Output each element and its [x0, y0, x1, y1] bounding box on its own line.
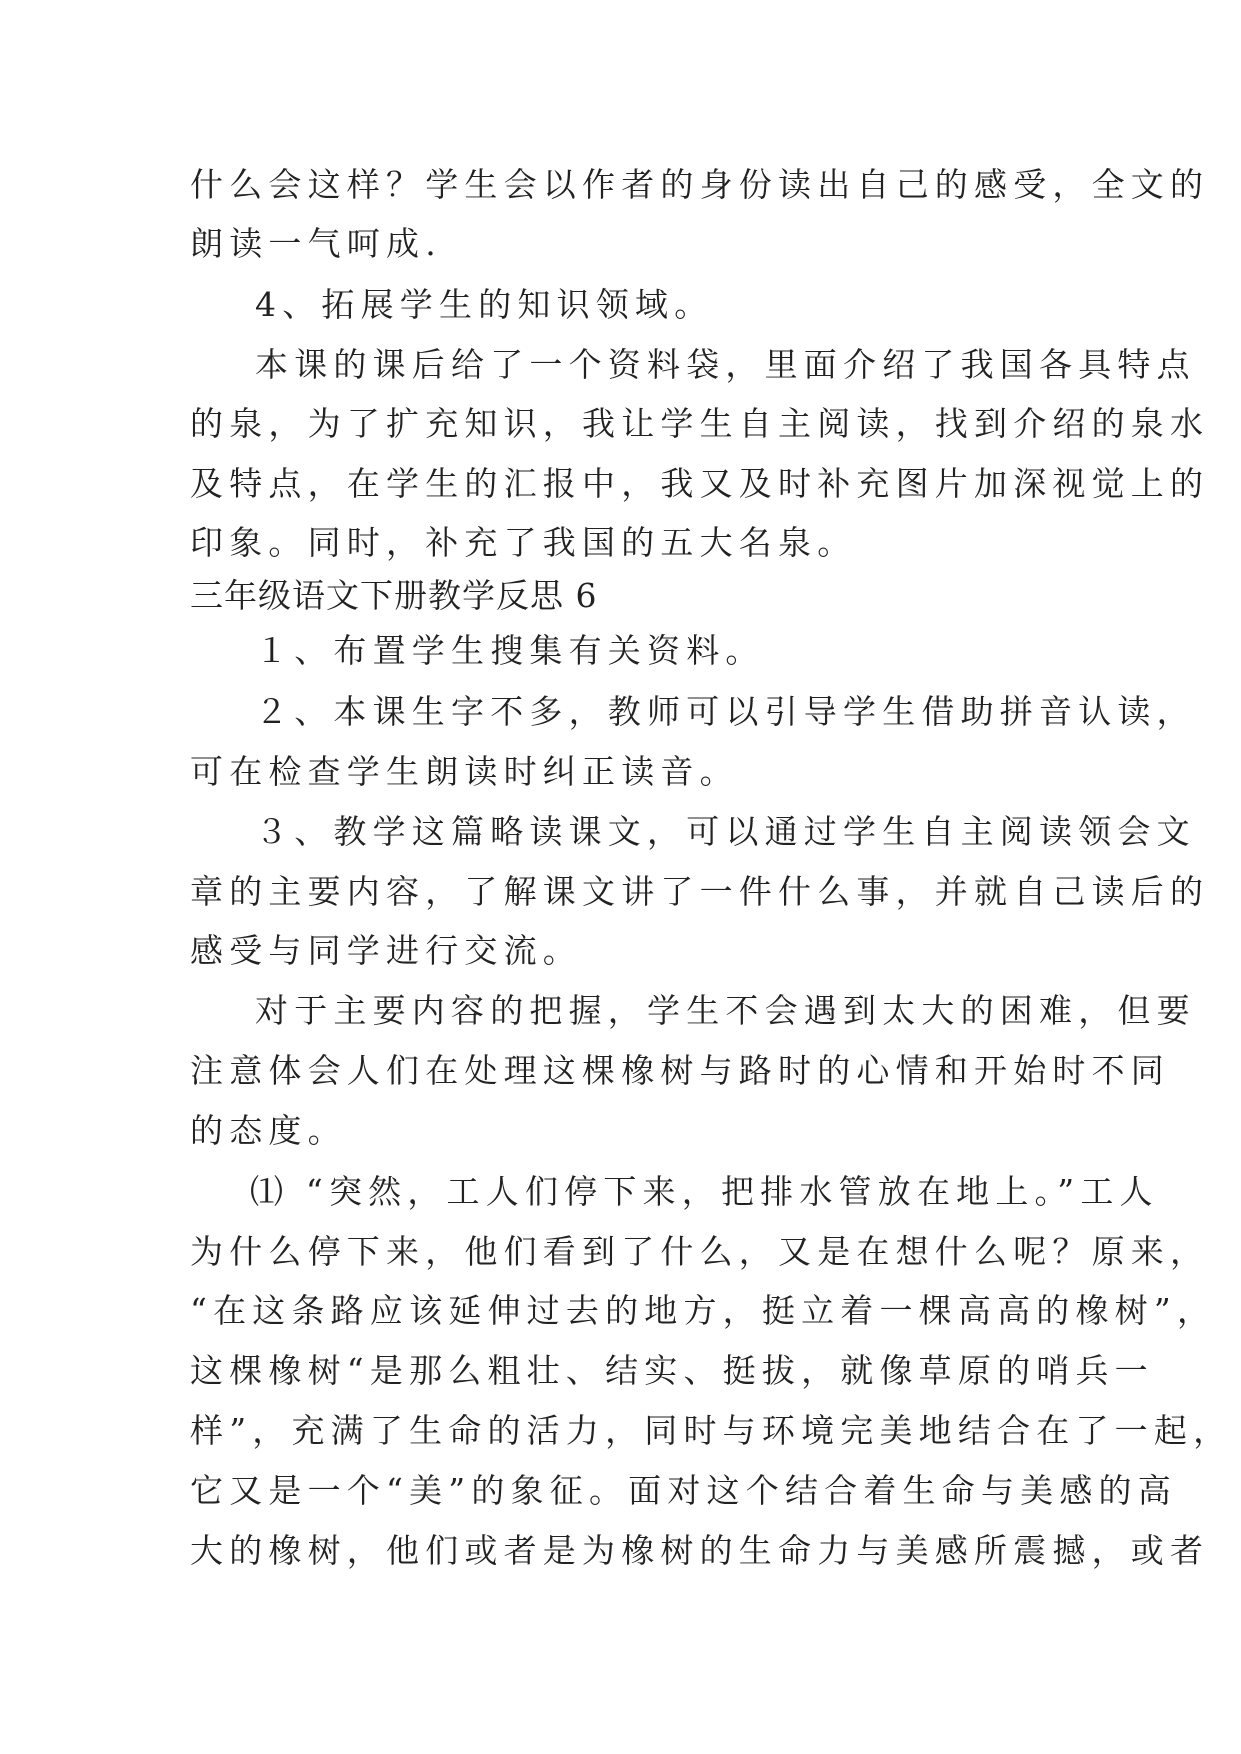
text-line: 大的橡树，他们或者是为橡树的生命力与美感所震撼，或者 — [190, 1531, 1210, 1570]
section-heading: 三年级语文下册教学反思 6 — [190, 576, 598, 615]
text-line: 这棵橡树“是那么粗壮、结实、挺拔，就像草原的哨兵一 — [190, 1351, 1154, 1390]
text-line: 样”，充满了生命的活力，同时与环境完美地结合在了一起， — [190, 1411, 1233, 1450]
text-line: 感受与同学进行交流。 — [190, 931, 582, 970]
text-line: 它又是一个“美”的象征。面对这个结合着生命与美感的高 — [190, 1471, 1177, 1510]
text-line: 为什么停下来，他们看到了什么，又是在想什么呢？原来， — [190, 1232, 1210, 1271]
paragraph-start: 对于主要内容的把握，学生不会遇到太大的困难，但要 — [255, 991, 1196, 1030]
text-line: 的态度。 — [190, 1111, 347, 1150]
text-line: 朗读一气呵成. — [190, 224, 442, 263]
text-line: 注意体会人们在处理这棵橡树与路时的心情和开始时不同 — [190, 1051, 1170, 1090]
text-line: 可在检查学生朗读时纠正读音。 — [190, 752, 739, 791]
text-line: “在这条路应该延伸过去的地方，挺立着一棵高高的橡树”， — [190, 1291, 1217, 1330]
text-line: 的泉，为了扩充知识，我让学生自主阅读，找到介绍的泉水 — [190, 404, 1210, 443]
list-item: ２、本课生字不多，教师可以引导学生借助拼音认读， — [255, 692, 1196, 731]
text-line: 及特点，在学生的汇报中，我又及时补充图片加深视觉上的 — [190, 464, 1210, 503]
list-item: ⑴ “突然，工人们停下来，把排水管放在地上。”工人 — [250, 1172, 1159, 1211]
list-item: ３、教学这篇略读课文，可以通过学生自主阅读领会文 — [255, 812, 1196, 851]
text-line: 什么会这样？学生会以作者的身份读出自己的感受，全文的 — [190, 165, 1210, 204]
paragraph-start: 本课的课后给了一个资料袋，里面介绍了我国各具特点 — [255, 345, 1196, 384]
list-item: １、布置学生搜集有关资料。 — [255, 631, 765, 670]
text-line: 印象。同时，补充了我国的五大名泉。 — [190, 523, 857, 562]
text-line: 章的主要内容，了解课文讲了一件什么事，并就自己读后的 — [190, 872, 1210, 911]
list-item: 4、拓展学生的知识领域。 — [255, 285, 714, 324]
